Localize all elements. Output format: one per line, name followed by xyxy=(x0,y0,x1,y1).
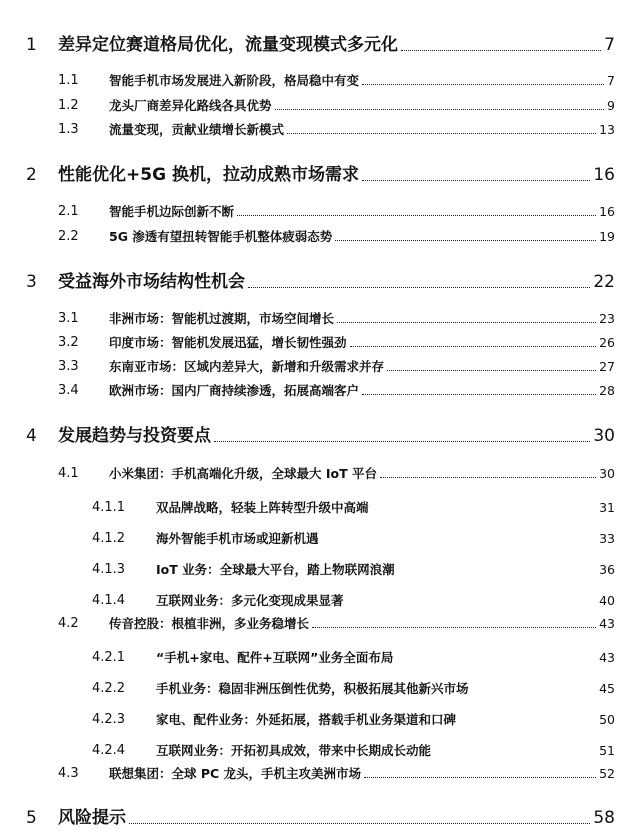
toc-dot-leader xyxy=(472,692,597,693)
toc-entry-title: 手机业务：稳固非洲压倒性优势，积极拓展其他新兴市场 xyxy=(156,681,469,696)
toc-entry-title: 智能手机边际创新不断 xyxy=(109,204,235,219)
toc-entry-title: 智能手机市场发展进入新阶段，格局稳中有变 xyxy=(109,73,360,88)
toc-entry-number: 4.1.2 xyxy=(92,531,126,546)
toc-dot-leader xyxy=(322,542,597,543)
toc-entry-title: 联想集团：全球 PC 龙头，手机主攻美洲市场 xyxy=(109,766,362,781)
toc-entry-title: 发展趋势与投资要点 xyxy=(58,426,211,446)
toc-entry-number: 4 xyxy=(26,426,37,446)
toc-entry-page-number: 58 xyxy=(593,808,615,828)
toc-entry-level-3[interactable] xyxy=(92,562,615,578)
toc-entry-number: 5 xyxy=(26,808,37,828)
toc-entry-number: 3.3 xyxy=(58,359,79,374)
toc-dot-leader xyxy=(401,50,601,51)
toc-entry-page-number: 26 xyxy=(599,335,615,350)
toc-entry-level-2[interactable] xyxy=(58,766,615,782)
toc-dot-leader xyxy=(337,322,596,323)
toc-entry-level-3[interactable] xyxy=(92,743,615,759)
toc-entry-title: 龙头厂商差异化路线各具优势 xyxy=(109,98,272,113)
toc-entry-page-number: 31 xyxy=(599,500,615,515)
toc-entry-level-2[interactable] xyxy=(58,73,615,89)
toc-dot-leader xyxy=(214,441,590,442)
toc-dot-leader xyxy=(398,573,596,574)
toc-entry-number: 4.1.1 xyxy=(92,500,126,515)
toc-entry-title: 印度市场：智能机发展迅猛，增长韧性强劲 xyxy=(109,335,347,350)
toc-entry-level-1[interactable] xyxy=(26,426,615,446)
toc-entry-title: 欧洲市场：国内厂商持续渗透，拓展高端客户 xyxy=(109,383,360,398)
toc-entry-page-number: 50 xyxy=(599,712,615,727)
toc-entry-title: “手机+家电、配件+互联网”业务全面布局 xyxy=(156,650,394,665)
toc-dot-leader xyxy=(362,180,590,181)
toc-entry-number: 2.2 xyxy=(58,229,79,244)
toc-entry-level-2[interactable] xyxy=(58,616,615,632)
toc-entry-page-number: 16 xyxy=(599,204,615,219)
toc-entry-number: 4.2 xyxy=(58,616,79,631)
toc-entry-number: 4.2.4 xyxy=(92,743,126,758)
toc-entry-title: 性能优化+5G 换机，拉动成熟市场需求 xyxy=(58,165,359,185)
toc-entry-number: 1.2 xyxy=(58,98,79,113)
toc-entry-title: 传音控股：根植非洲，多业务稳增长 xyxy=(109,616,310,631)
toc-entry-level-2[interactable] xyxy=(58,359,615,375)
toc-entry-page-number: 30 xyxy=(599,466,615,481)
toc-entry-page-number: 43 xyxy=(599,650,615,665)
toc-entry-number: 2 xyxy=(26,165,37,185)
toc-entry-number: 3.2 xyxy=(58,335,79,350)
toc-entry-level-3[interactable] xyxy=(92,531,615,547)
toc-entry-title: 风险提示 xyxy=(58,808,126,828)
toc-dot-leader xyxy=(387,370,596,371)
toc-dot-leader xyxy=(459,723,596,724)
toc-entry-page-number: 28 xyxy=(599,383,615,398)
toc-entry-title: 海外智能手机市场或迎新机遇 xyxy=(156,531,319,546)
toc-entry-level-3[interactable] xyxy=(92,712,615,728)
toc-entry-title: 互联网业务：多元化变现成果显著 xyxy=(156,593,344,608)
toc-dot-leader xyxy=(347,604,597,605)
toc-dot-leader xyxy=(380,477,596,478)
toc-entry-number: 4.1.4 xyxy=(92,593,126,608)
toc-dot-leader xyxy=(287,133,596,134)
toc-entry-number: 1.3 xyxy=(58,122,79,137)
toc-entry-level-2[interactable] xyxy=(58,311,615,327)
toc-dot-leader xyxy=(237,215,596,216)
toc-entry-title: 差异定位赛道格局优化，流量变现模式多元化 xyxy=(58,35,398,55)
toc-entry-page-number: 30 xyxy=(593,426,615,446)
toc-entry-level-2[interactable] xyxy=(58,383,615,399)
toc-entry-level-2[interactable] xyxy=(58,204,615,220)
toc-entry-page-number: 13 xyxy=(599,122,615,137)
toc-entry-number: 1.1 xyxy=(58,73,79,88)
toc-entry-title: 东南亚市场：区域内差异大，新增和升级需求并存 xyxy=(109,359,385,374)
toc-entry-title: 5G 渗透有望扭转智能手机整体疲弱态势 xyxy=(109,229,333,244)
toc-entry-page-number: 33 xyxy=(599,531,615,546)
toc-entry-page-number: 9 xyxy=(607,98,615,113)
toc-entry-level-1[interactable] xyxy=(26,35,615,55)
toc-entry-number: 4.2.2 xyxy=(92,681,126,696)
toc-entry-level-1[interactable] xyxy=(26,272,615,292)
toc-dot-leader xyxy=(434,754,596,755)
toc-entry-page-number: 16 xyxy=(593,165,615,185)
toc-entry-level-1[interactable] xyxy=(26,808,615,828)
toc-entry-page-number: 40 xyxy=(599,593,615,608)
toc-entry-level-2[interactable] xyxy=(58,335,615,351)
toc-entry-number: 4.1.3 xyxy=(92,562,126,577)
toc-entry-title: IoT 业务：全球最大平台，踏上物联网浪潮 xyxy=(156,562,395,577)
toc-entry-page-number: 43 xyxy=(599,616,615,631)
toc-entry-level-3[interactable] xyxy=(92,500,615,516)
toc-entry-level-3[interactable] xyxy=(92,681,615,697)
toc-entry-number: 3 xyxy=(26,272,37,292)
toc-entry-page-number: 45 xyxy=(599,681,615,696)
toc-dot-leader xyxy=(362,394,596,395)
toc-entry-number: 4.2.1 xyxy=(92,650,126,665)
toc-entry-number: 4.3 xyxy=(58,766,79,781)
toc-entry-page-number: 52 xyxy=(599,766,615,781)
toc-dot-leader xyxy=(248,287,590,288)
toc-dot-leader xyxy=(396,661,596,662)
toc-entry-number: 4.1 xyxy=(58,466,79,481)
toc-entry-number: 1 xyxy=(26,35,37,55)
toc-entry-page-number: 36 xyxy=(599,562,615,577)
toc-dot-leader xyxy=(364,777,596,778)
toc-entry-level-2[interactable] xyxy=(58,98,615,114)
toc-entry-level-3[interactable] xyxy=(92,650,615,666)
toc-entry-page-number: 7 xyxy=(604,35,615,55)
toc-entry-number: 3.1 xyxy=(58,311,79,326)
toc-entry-title: 流量变现，贡献业绩增长新模式 xyxy=(109,122,285,137)
toc-dot-leader xyxy=(350,346,597,347)
toc-entry-number: 2.1 xyxy=(58,204,79,219)
toc-entry-page-number: 51 xyxy=(599,743,615,758)
toc-dot-leader xyxy=(129,823,590,824)
toc-entry-page-number: 19 xyxy=(599,229,615,244)
toc-entry-level-2[interactable] xyxy=(58,466,615,482)
toc-dot-leader xyxy=(362,84,604,85)
toc-dot-leader xyxy=(275,109,605,110)
toc-entry-number: 3.4 xyxy=(58,383,79,398)
toc-entry-level-1[interactable] xyxy=(26,165,615,185)
toc-entry-page-number: 23 xyxy=(599,311,615,326)
toc-entry-title: 小米集团：手机高端化升级，全球最大 IoT 平台 xyxy=(109,466,377,481)
toc-dot-leader xyxy=(335,240,596,241)
toc-entry-page-number: 27 xyxy=(599,359,615,374)
toc-entry-title: 互联网业务：开拓初具成效，带来中长期成长动能 xyxy=(156,743,432,758)
toc-entry-level-2[interactable] xyxy=(58,229,615,245)
toc-entry-number: 4.2.3 xyxy=(92,712,126,727)
toc-entry-page-number: 7 xyxy=(607,73,615,88)
toc-entry-level-2[interactable] xyxy=(58,122,615,138)
toc-entry-page-number: 22 xyxy=(593,272,615,292)
toc-entry-title: 受益海外市场结构性机会 xyxy=(58,272,245,292)
toc-dot-leader xyxy=(372,511,597,512)
toc-entry-level-3[interactable] xyxy=(92,593,615,609)
toc-entry-title: 非洲市场：智能机过渡期，市场空间增长 xyxy=(109,311,335,326)
toc-dot-leader xyxy=(312,627,596,628)
toc-entry-title: 双品牌战略，轻装上阵转型升级中高端 xyxy=(156,500,369,515)
toc-entry-title: 家电、配件业务：外延拓展，搭载手机业务渠道和口碑 xyxy=(156,712,457,727)
